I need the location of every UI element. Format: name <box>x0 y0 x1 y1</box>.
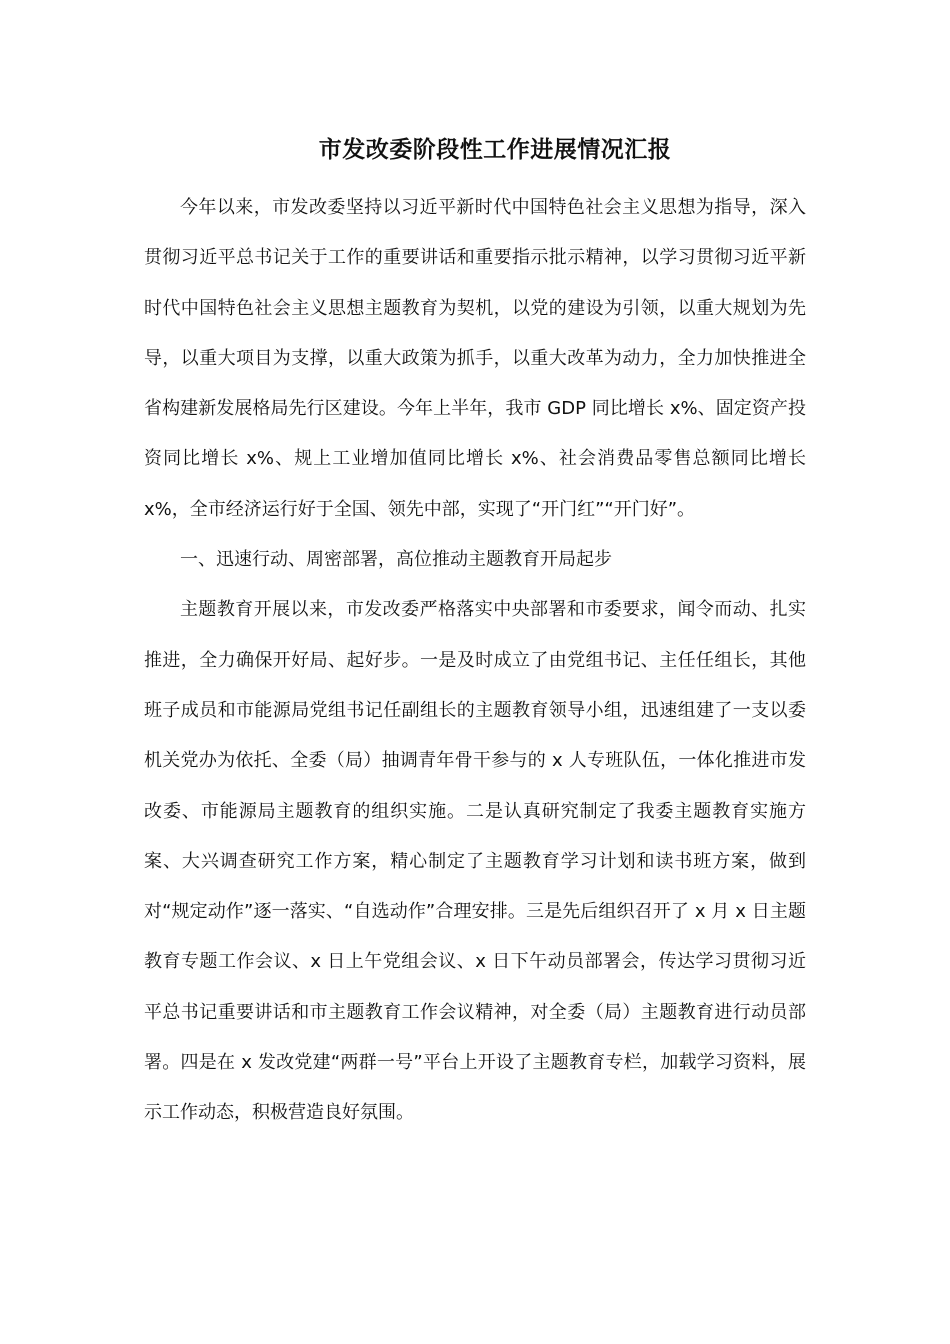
section-paragraph: 主题教育开展以来，市发改委严格落实中央部署和市委要求，闻令而动、扎实推进，全力确保开好局、起好步。一是及时成立了由党组书记、主任任组长，其他班子成员和市能源局党组书记任副组长的主题教育领导小组，迅速组建了一支以委机关党办为依托、全委（局）抽调青年骨干参与的 x 人专班队伍，一体化推进市发改委、市能源局主题教育的组织实施。二是认真研究制定了我委主题教育实施方案、大兴调查研究工作方案，精心制定了主题教育学习计划和读书班方案，做到对“规定动作”逐一落实、“自选动作”合理安排。三是先后组织召开了 x 月 x 日主题教育专题工作会议、x 日上午党组会议、x 日下午动员部署会，传达学习贯彻习近平总书记重要讲话和市主题教育工作会议精神，对全委（局）主题教育进行动员部署。四是在 x 发改党建“两群一号”平台上开设了主题教育专栏，加载学习资料，展示工作动态，积极营造良好氛围。 <box>144 599 806 1124</box>
document-body <box>144 183 806 1139</box>
section-heading: 一、迅速行动、周密部署，高位推动主题教育开局起步 <box>180 549 612 571</box>
intro-paragraph: 今年以来，市发改委坚持以习近平新时代中国特色社会主义思想为指导，深入贯彻习近平总书记关于工作的重要讲话和重要指示批示精神，以学习贯彻习近平新时代中国特色社会主义思想主题教育为契机，以党的建设为引领，以重大规划为先导，以重大项目为支撑，以重大政策为抓手，以重大改革为动力，全力加快推进全省构建新发展格局先行区建设。今年上半年，我市 GDP 同比增长 x%、固定资产投资同比增长 x%、规上工业增加值同比增长 x%、社会消费品零售总额同比增长 x%，全市经济运行好于全国、领先中部，实现了“开门红”“开门好”。 <box>144 197 806 520</box>
document-title: 市发改委阶段性工作进展情况汇报 <box>318 137 672 163</box>
